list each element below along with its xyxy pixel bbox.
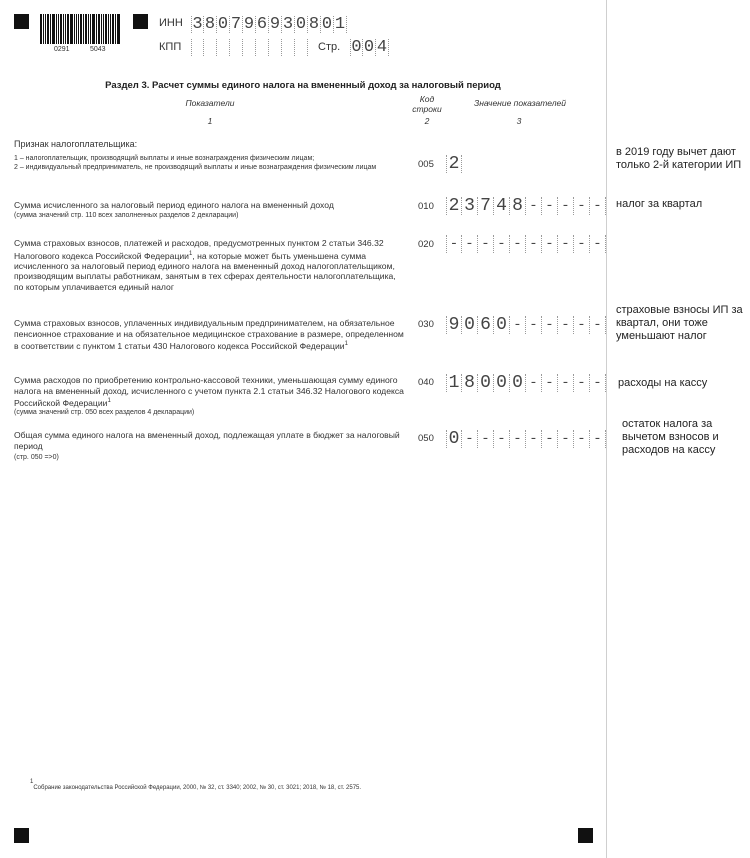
kpp-field-digit[interactable] [243,39,256,56]
section-title: Раздел 3. Расчет суммы единого налога на вмененный доход за налоговый период [105,80,501,91]
value-cell[interactable]: 0 [510,374,526,392]
value-cell[interactable]: - [542,316,558,334]
inn-field-digit[interactable]: 0 [295,15,307,34]
inn-field-digit[interactable]: 7 [230,15,242,34]
row-030-code: 030 [418,319,434,330]
value-cell[interactable]: 0 [494,374,510,392]
note-insurance: страховые взносы ИП за квартал, они тоже уменьшают налог [616,304,743,342]
inn-field-digit[interactable]: 8 [204,15,216,34]
note-category-2: в 2019 году вычет дают только 2-й категории ИП [616,146,742,171]
kpp-field-digit[interactable] [282,39,295,56]
corner-marker-bottom-right [578,828,593,843]
value-cell[interactable]: - [590,374,606,392]
value-cell[interactable]: - [526,197,542,215]
value-cell[interactable]: - [558,197,574,215]
barcode-bar [58,14,59,44]
inn-field-digit[interactable]: 8 [308,15,320,34]
kpp-field-digit[interactable] [191,39,204,56]
value-cell[interactable]: 7 [478,197,494,215]
value-cell[interactable]: 9 [446,316,462,334]
value-cell[interactable]: - [510,235,526,253]
column-header-indicators: Показатели [185,98,235,108]
row-010-value[interactable] [446,197,606,215]
barcode-bar [112,14,114,44]
value-cell[interactable]: - [478,235,494,253]
page-number-field[interactable] [350,39,389,56]
value-cell[interactable]: 2 [446,197,462,215]
row-030-value[interactable] [446,316,606,334]
value-cell[interactable]: - [494,235,510,253]
barcode-bar [115,14,116,44]
value-cell[interactable]: - [462,430,478,448]
row-005-code: 005 [418,159,434,170]
barcode-bar [65,14,66,44]
column-header-code [405,94,449,114]
row-050-note: (стр. 050 =>0) [14,454,59,461]
value-cell[interactable]: 2 [446,155,462,173]
inn-field-digit[interactable]: 3 [282,15,294,34]
inn-field-digit[interactable]: 9 [243,15,255,34]
value-cell[interactable]: - [558,235,574,253]
barcode-bar [105,14,107,44]
page-number-field-digit[interactable]: 0 [363,38,375,57]
corner-marker-top-left [14,14,29,29]
barcode-bar [85,14,87,44]
inn-field-digit[interactable]: 0 [217,15,229,34]
note-cash-register: расходы на кассу [618,377,708,389]
barcode-bar [98,14,100,44]
value-cell[interactable]: - [558,430,574,448]
inn-field-digit[interactable]: 9 [269,15,281,34]
barcode-bar [80,14,82,44]
value-cell[interactable]: 1 [446,374,462,392]
page-number-field-digit[interactable]: 0 [351,38,362,57]
row-020-footnote-mark: 1 [188,250,193,257]
value-cell[interactable]: - [526,235,542,253]
barcode-bar [110,14,111,44]
value-cell[interactable]: - [574,430,590,448]
value-cell[interactable]: 0 [478,374,494,392]
row-050-value[interactable] [446,430,606,448]
value-cell[interactable]: - [590,316,606,334]
value-cell[interactable]: - [558,316,574,334]
inn-field-digit[interactable]: 1 [334,15,346,34]
value-cell[interactable]: - [590,235,606,253]
row-040-code: 040 [418,377,434,388]
barcode-bar [67,14,69,44]
row-050-label: Общая сумма единого налога на вмененный доход, подлежащая уплате в бюджет за налоговый период [14,430,400,451]
barcode-bar [76,14,77,44]
page-label: Стр. [318,41,341,53]
kpp-field-digit[interactable] [230,39,243,56]
barcode-bar [92,14,95,44]
barcode-bar [108,14,109,44]
value-cell[interactable]: - [526,430,542,448]
barcode-bar [40,14,42,44]
value-cell[interactable]: 8 [510,197,526,215]
row-020-code: 020 [418,239,434,250]
inn-field[interactable] [191,16,347,33]
kpp-field-digit[interactable] [204,39,217,56]
barcode-bar [103,14,104,44]
kpp-label: КПП [159,41,182,53]
row-020-label-b: , на которые может быть уменьшена сумма исчисленного за налоговый период единого налога на вмененный доход налогоплательщиком, производящим выплаты работникам, занятым в тех сферах деятельности налогоплательщика, по которым уплачивается единый налог [14,250,396,292]
barcode-bar [117,14,120,44]
row-030-footnote-mark: 1 [344,341,348,347]
value-cell[interactable]: - [574,374,590,392]
footnote-text: Собрание законодательства Российской Федерации, 2000, № 32, ст. 3340; 2002, № 30, ст. 3021; 2018, № 18, ст. 2575. [33,785,362,791]
value-cell[interactable]: - [526,374,542,392]
barcode-bar [88,14,89,44]
barcode-bar [63,14,64,44]
barcode-bar [90,14,91,44]
kpp-field[interactable] [191,39,308,56]
column-header-code-text: Код строки [412,94,442,114]
barcode-bar [96,14,97,44]
footnote-mark: 1 [30,779,34,785]
barcode-bar [47,14,49,44]
inn-field-digit[interactable]: 6 [256,15,268,34]
value-cell[interactable]: 0 [494,316,510,334]
column-number-3: 3 [516,116,522,126]
value-cell[interactable]: - [590,197,606,215]
value-cell[interactable]: 0 [446,430,462,448]
barcode-bar [43,14,44,44]
row-020-value[interactable] [446,235,606,253]
row-010-code: 010 [418,201,434,212]
row-040-value[interactable] [446,374,606,392]
inn-field-digit[interactable]: 0 [321,15,333,34]
value-cell[interactable]: - [574,316,590,334]
corner-marker-bottom-left [14,828,29,843]
row-040-label [14,375,404,408]
value-cell[interactable]: 6 [478,316,494,334]
inn-label: ИНН [159,17,183,29]
row-005-option-1: 1 – налогоплательщик, производящий выплаты и иные вознаграждения физическим лицам; [14,155,315,162]
row-020-label [14,238,404,292]
row-030-label-a: Сумма страховых взносов, уплаченных индивидуальным предпринимателем, на обязательное пенсионное страхование и на обязательное медицинское страхование в размере, определенном в соответствии с пунктом 1 статьи 430 Налогового кодекса Российской Федерации [14,318,404,351]
row-005-label: Признак налогоплательщика: [14,139,138,149]
row-005-value[interactable] [446,155,462,173]
barcode-bar [70,14,73,44]
corner-marker-top-right [133,14,148,29]
row-010-label: Сумма исчисленного за налоговый период единого налога на вмененный доход [14,200,334,210]
barcode-bar [78,14,79,44]
value-cell[interactable]: - [574,235,590,253]
value-cell[interactable]: - [446,235,462,253]
row-050-code: 050 [418,433,434,444]
value-cell[interactable]: - [510,316,526,334]
barcode-number-left: 0291 [54,46,70,53]
barcode-bar [50,14,51,44]
row-040-label-a: Сумма расходов по приобретению контрольно-кассовой техники, уменьшающая сумму единого налога на вмененный доход, исчисленного с учетом пункта 2.1 статьи 346.32 Налогового кодекса Российской Федерации [14,375,404,408]
barcode-number-right: 5043 [90,46,106,53]
value-cell[interactable]: 8 [462,374,478,392]
kpp-field-digit[interactable] [217,39,230,56]
value-cell[interactable]: - [542,197,558,215]
value-cell[interactable]: - [478,430,494,448]
page-number-field-digit[interactable]: 4 [376,38,388,57]
barcode-bar [52,14,55,44]
column-number-2: 2 [424,116,430,126]
column-header-value: Значение показателей [474,98,566,108]
row-040-footnote-mark: 1 [107,398,111,404]
note-remaining-tax: остаток налога за вычетом взносов и расходов на кассу [622,418,719,456]
barcode-bar [83,14,84,44]
value-cell[interactable]: - [542,374,558,392]
value-cell[interactable]: 0 [462,316,478,334]
value-cell[interactable]: - [494,430,510,448]
value-cell[interactable]: - [542,235,558,253]
value-cell[interactable]: - [510,430,526,448]
value-cell[interactable]: - [542,430,558,448]
barcode-bar [60,14,62,44]
row-030-label [14,318,404,351]
value-cell[interactable]: - [590,430,606,448]
inn-field-digit[interactable]: 3 [192,15,203,34]
column-number-1: 1 [207,116,213,126]
row-020-label-a: Сумма страховых взносов, платежей и расходов, предусмотренных пунктом 2 статьи 346.32 Налогового кодекса Российской Федерации [14,238,384,261]
footnote [30,779,362,791]
barcode [40,14,121,44]
kpp-field-digit[interactable] [269,39,282,56]
barcode-bar [74,14,75,44]
value-cell[interactable]: 3 [462,197,478,215]
barcode-bar [56,14,57,44]
row-040-note: (сумма значений стр. 050 всех разделов 4 декларации) [14,409,195,416]
barcode-bar [101,14,102,44]
value-cell[interactable]: - [574,197,590,215]
row-010-note: (сумма значений стр. 110 всех заполненных разделов 2 декларации) [14,212,239,219]
value-cell[interactable]: - [526,316,542,334]
row-005-option-2: 2 – индивидуальный предприниматель, не производящий выплаты и иные вознаграждения физическим лицам [14,164,377,171]
kpp-field-digit[interactable] [295,39,308,56]
value-cell[interactable]: - [462,235,478,253]
note-tax-quarter: налог за квартал [616,198,703,210]
value-cell[interactable]: 4 [494,197,510,215]
kpp-field-digit[interactable] [256,39,269,56]
barcode-bar [45,14,46,44]
value-cell[interactable]: - [558,374,574,392]
